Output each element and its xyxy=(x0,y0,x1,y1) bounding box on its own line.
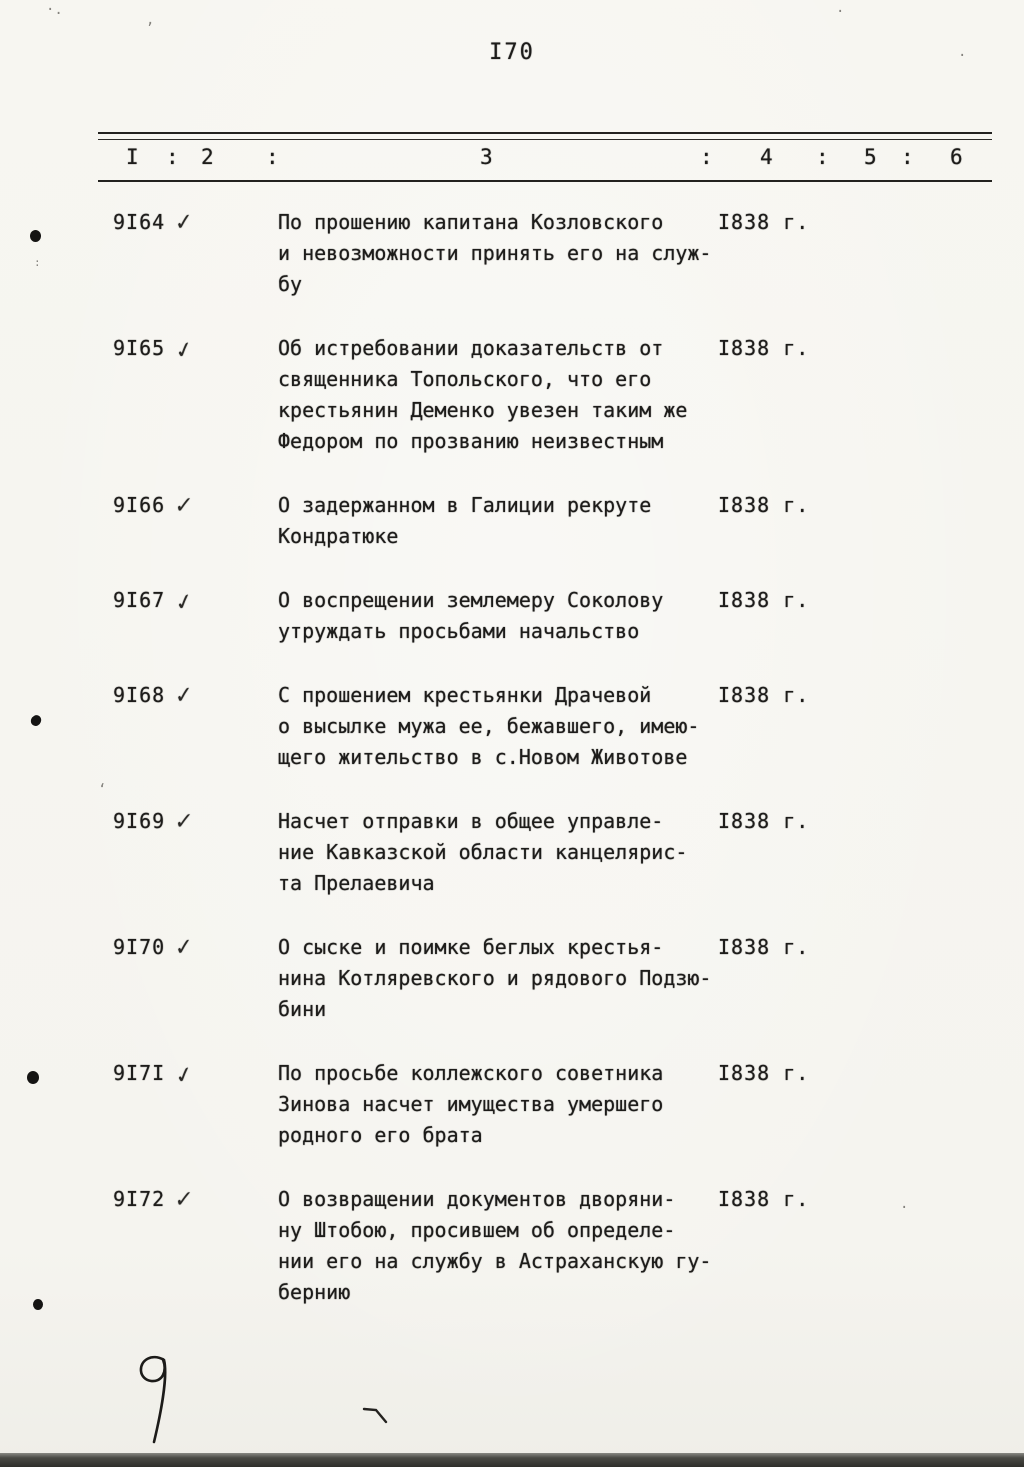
scan-speckle: · xyxy=(958,48,967,64)
column-label-4: 4 xyxy=(760,145,774,169)
description-line: священника Топольского, что его xyxy=(278,367,652,391)
entry-number: 9I66 xyxy=(113,493,166,517)
checkmark-icon: ✓ xyxy=(173,1060,197,1090)
description-line: та Прелаевича xyxy=(278,871,435,895)
description-line: крестьянин Деменко увезен таким же xyxy=(278,398,688,422)
description-line: нии его на службу в Астраханскую гу- xyxy=(278,1249,712,1273)
entry-number: 9I64 xyxy=(113,210,166,234)
entry-number: 9I72 xyxy=(113,1187,166,1211)
entry-number-cell xyxy=(113,207,278,300)
pen-tick-icon xyxy=(362,1406,390,1426)
column-separator: : xyxy=(700,145,714,169)
description-line: По просьбе коллежского советника xyxy=(278,1061,664,1085)
entry-description xyxy=(278,680,718,773)
entry-number: 9I70 xyxy=(113,935,166,959)
description-line: Кондратюке xyxy=(278,524,399,548)
scan-speckle: : xyxy=(34,256,41,269)
table-row xyxy=(0,932,1024,1025)
column-separator: : xyxy=(166,145,180,169)
entry-description xyxy=(278,207,718,300)
column-label-3: 3 xyxy=(480,145,494,169)
description-line: и невозможности принять его на служ- xyxy=(278,241,712,265)
scan-speckle: , xyxy=(146,12,155,28)
entry-number-cell xyxy=(113,490,278,552)
header-bottom-rule xyxy=(98,180,992,182)
scan-speckle: · xyxy=(900,1200,909,1216)
table-row xyxy=(0,333,1024,457)
description-line: Насчет отправки в общее управле- xyxy=(278,809,664,833)
entry-number: 9I7I xyxy=(113,1061,166,1085)
entry-number-cell xyxy=(113,333,278,457)
table-row xyxy=(0,806,1024,899)
entry-year: I838 г. xyxy=(718,1187,810,1211)
description-line: щего жительство в с.Новом Животове xyxy=(278,745,688,769)
entry-number-cell xyxy=(113,680,278,773)
entry-number-cell xyxy=(113,585,278,647)
description-line: С прошением крестьянки Драчевой xyxy=(278,683,652,707)
column-separator: : xyxy=(266,145,280,169)
margin-dot-icon xyxy=(30,230,41,242)
description-line: О воспрещении землемеру Соколову xyxy=(278,588,664,612)
scan-speckle: ‘ xyxy=(98,782,107,798)
entry-description xyxy=(278,333,718,457)
description-line: о высылке мужа ее, бежавшего, имею- xyxy=(278,714,700,738)
entry-number: 9I68 xyxy=(113,683,166,707)
column-separator: : xyxy=(901,145,915,169)
description-line: ну Штобою, просившем об определе- xyxy=(278,1218,676,1242)
table-row xyxy=(0,207,1024,300)
margin-dot-icon xyxy=(27,1071,39,1084)
entry-year: I838 г. xyxy=(718,935,810,959)
description-line: бини xyxy=(278,997,327,1021)
description-line: О возвращении документов дворяни- xyxy=(278,1187,676,1211)
entry-year: I838 г. xyxy=(718,336,810,360)
description-line: бернию xyxy=(278,1280,351,1304)
entry-number: 9I67 xyxy=(113,588,166,612)
description-line: утруждать просьбами начальство xyxy=(278,619,640,643)
entries xyxy=(0,207,1024,1341)
table-row xyxy=(0,1058,1024,1151)
table-row xyxy=(0,680,1024,773)
entry-year: I838 г. xyxy=(718,210,810,234)
description-line: Зинова насчет имущества умершего xyxy=(278,1092,664,1116)
entry-number: 9I69 xyxy=(113,809,166,833)
checkmark-icon: ✓ xyxy=(173,491,196,519)
description-line: нина Котляревского и рядового Подзю- xyxy=(278,966,712,990)
entry-number-cell xyxy=(113,1058,278,1151)
header-top-rule xyxy=(98,132,992,140)
checkmark-icon: ✓ xyxy=(173,587,197,617)
description-line: родного его брата xyxy=(278,1123,483,1147)
entry-description xyxy=(278,806,718,899)
description-line: Федором по прозванию неизвестным xyxy=(278,429,664,453)
checkmark-icon: ✓ xyxy=(174,933,195,961)
description-line: бу xyxy=(278,272,303,296)
checkmark-icon: ✓ xyxy=(173,335,197,365)
description-line: ние Кавказской области канцелярис- xyxy=(278,840,688,864)
table-header xyxy=(98,132,992,182)
checkmark-icon: ✓ xyxy=(174,681,195,709)
scan-speckle: ·. xyxy=(46,2,63,18)
table-row xyxy=(0,1184,1024,1308)
page-number: I70 xyxy=(489,40,535,65)
margin-dot-icon xyxy=(33,1299,43,1310)
description-line: Об истребовании доказательств от xyxy=(278,336,664,360)
column-label-2: 2 xyxy=(201,145,215,169)
entry-year: I838 г. xyxy=(718,683,810,707)
entry-description xyxy=(278,585,718,647)
table-row xyxy=(0,490,1024,552)
entry-year: I838 г. xyxy=(718,588,810,612)
scan-speckle: · xyxy=(836,4,845,20)
checkmark-icon: ✓ xyxy=(174,208,195,236)
entry-number: 9I65 xyxy=(113,336,166,360)
description-line: О задержанном в Галиции рекруте xyxy=(278,493,652,517)
column-separator: : xyxy=(816,145,830,169)
checkmark-icon: ✓ xyxy=(173,807,196,835)
entry-description xyxy=(278,1058,718,1151)
handwritten-flourish-icon xyxy=(134,1352,184,1447)
column-label-6: 6 xyxy=(950,145,964,169)
column-label-5: 5 xyxy=(864,145,878,169)
entry-year: I838 г. xyxy=(718,1061,810,1085)
table-row xyxy=(0,585,1024,647)
entry-description xyxy=(278,1184,718,1308)
entry-number-cell xyxy=(113,1184,278,1308)
entry-year: I838 г. xyxy=(718,809,810,833)
description-line: По прошению капитана Козловского xyxy=(278,210,664,234)
scan-edge-band xyxy=(0,1453,1024,1467)
entry-year: I838 г. xyxy=(718,493,810,517)
checkmark-icon: ✓ xyxy=(173,1185,196,1213)
entry-number-cell xyxy=(113,932,278,1025)
column-label-1: I xyxy=(126,145,140,169)
description-line: О сыске и поимке беглых крестья- xyxy=(278,935,664,959)
entry-description xyxy=(278,932,718,1025)
entry-description xyxy=(278,490,718,552)
entry-number-cell xyxy=(113,806,278,899)
